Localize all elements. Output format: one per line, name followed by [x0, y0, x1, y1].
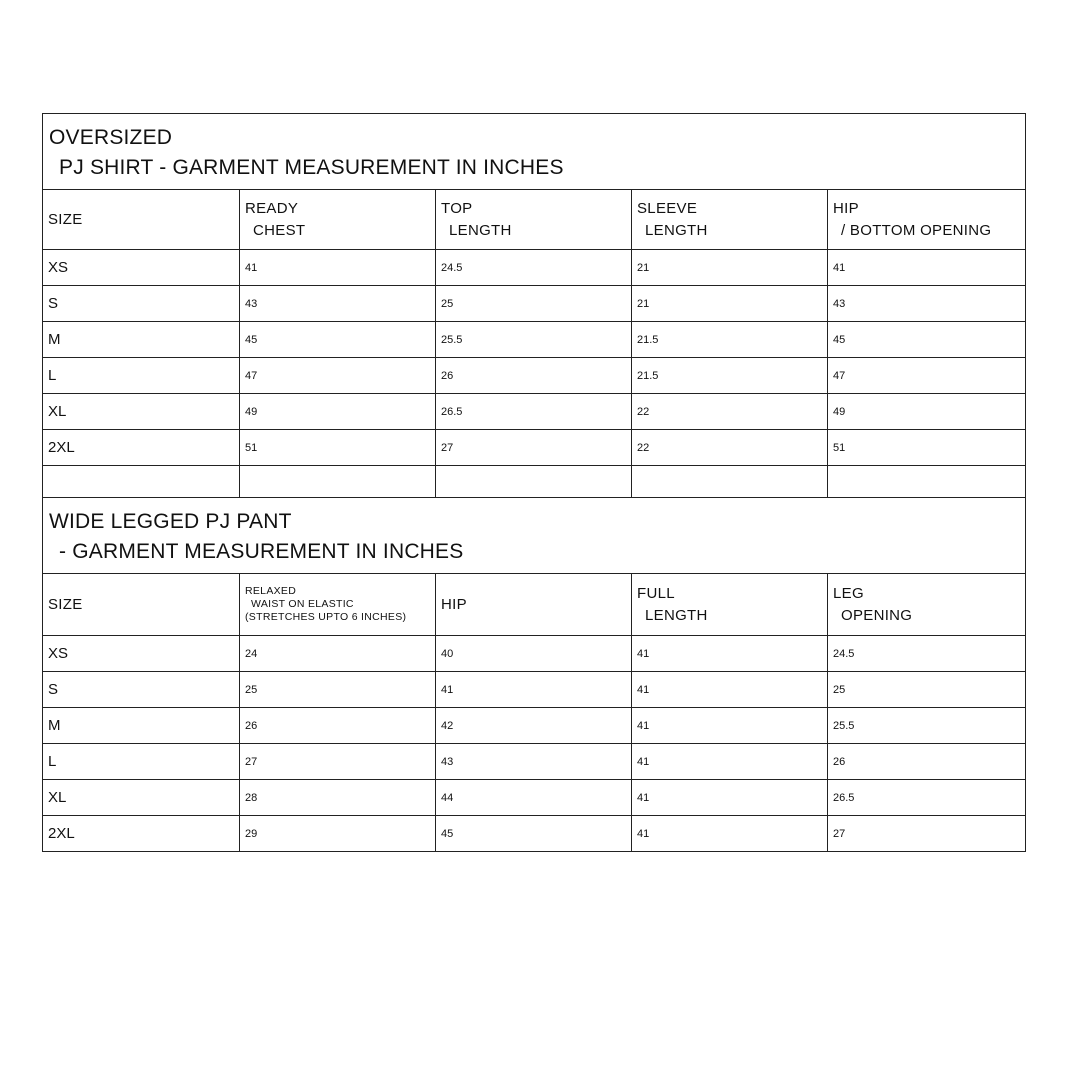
pant-value-cell: 28: [240, 780, 436, 816]
shirt-size-cell: M: [43, 322, 240, 358]
blank-cell: [828, 466, 1026, 498]
shirt-data-row: [43, 394, 1026, 430]
pant-data-row: [43, 816, 1026, 852]
pant-header-cell: [240, 574, 436, 636]
pant-title-row: [43, 498, 1026, 574]
shirt-header-line2: / BOTTOM OPENING: [841, 221, 992, 239]
pant-value-cell: 26: [240, 708, 436, 744]
pant-size-cell: XL: [43, 780, 240, 816]
shirt-value-cell: 21.5: [632, 358, 828, 394]
pant-header-cell: [828, 574, 1026, 636]
shirt-value-cell: 51: [828, 430, 1026, 466]
pant-data-row: [43, 636, 1026, 672]
pant-value-cell: 44: [436, 780, 632, 816]
pant-value-cell: 27: [828, 816, 1026, 852]
shirt-size-cell: L: [43, 358, 240, 394]
blank-cell: [436, 466, 632, 498]
shirt-value-cell: 22: [632, 394, 828, 430]
shirt-value-cell: 26: [436, 358, 632, 394]
pant-data-row: [43, 708, 1026, 744]
pant-header-cell: [43, 574, 240, 636]
shirt-title-line1: OVERSIZED: [49, 125, 173, 149]
pant-title-line1: WIDE LEGGED PJ PANT: [49, 509, 292, 533]
shirt-header-line2: CHEST: [253, 221, 306, 239]
pant-header-line1: LEG: [833, 584, 864, 602]
shirt-header-line2: LENGTH: [645, 221, 708, 239]
shirt-header-line2: LENGTH: [449, 221, 512, 239]
pant-value-cell: 26.5: [828, 780, 1026, 816]
shirt-data-row: [43, 250, 1026, 286]
pant-header-line1: FULL: [637, 584, 675, 602]
pant-data-row: [43, 672, 1026, 708]
blank-separator-row: [43, 466, 1026, 498]
pant-size-cell: 2XL: [43, 816, 240, 852]
pant-header-line3: (STRETCHES UPTO 6 INCHES): [245, 611, 407, 623]
pant-size-cell: XS: [43, 636, 240, 672]
pant-value-cell: 42: [436, 708, 632, 744]
shirt-value-cell: 21: [632, 250, 828, 286]
pant-value-cell: 27: [240, 744, 436, 780]
pant-value-cell: 41: [632, 672, 828, 708]
pant-value-cell: 43: [436, 744, 632, 780]
pant-header-line2: OPENING: [841, 606, 913, 624]
pant-header-line2: WAIST ON ELASTIC: [251, 598, 354, 610]
pant-header-line2: LENGTH: [645, 606, 708, 624]
shirt-header-cell: [632, 190, 828, 250]
shirt-value-cell: 25.5: [436, 322, 632, 358]
shirt-data-row: [43, 322, 1026, 358]
shirt-value-cell: 26.5: [436, 394, 632, 430]
shirt-value-cell: 25: [436, 286, 632, 322]
shirt-header-line1: SIZE: [48, 210, 83, 228]
shirt-value-cell: 43: [828, 286, 1026, 322]
pant-size-cell: L: [43, 744, 240, 780]
shirt-header-line1: HIP: [833, 199, 859, 217]
pant-value-cell: 41: [632, 744, 828, 780]
pant-size-cell: M: [43, 708, 240, 744]
pant-value-cell: 41: [436, 672, 632, 708]
blank-cell: [43, 466, 240, 498]
shirt-value-cell: 41: [828, 250, 1026, 286]
shirt-data-row: [43, 358, 1026, 394]
shirt-value-cell: 43: [240, 286, 436, 322]
pant-value-cell: 24.5: [828, 636, 1026, 672]
shirt-data-row: [43, 430, 1026, 466]
shirt-title-line2: PJ SHIRT - GARMENT MEASUREMENT IN INCHES: [59, 155, 564, 179]
shirt-data-row: [43, 286, 1026, 322]
shirt-header-line1: TOP: [441, 199, 473, 217]
shirt-header-cell: [436, 190, 632, 250]
pant-value-cell: 41: [632, 708, 828, 744]
shirt-header-line1: READY: [245, 199, 299, 217]
pant-value-cell: 25.5: [828, 708, 1026, 744]
shirt-value-cell: 21: [632, 286, 828, 322]
size-chart: [42, 113, 1025, 852]
pant-value-cell: 45: [436, 816, 632, 852]
pant-value-cell: 24: [240, 636, 436, 672]
pant-value-cell: 41: [632, 780, 828, 816]
pant-header-line1: RELAXED: [245, 585, 297, 597]
shirt-header-row: [43, 190, 1026, 250]
pant-data-row: [43, 780, 1026, 816]
shirt-value-cell: 41: [240, 250, 436, 286]
shirt-size-cell: S: [43, 286, 240, 322]
shirt-title-row: [43, 114, 1026, 190]
pant-value-cell: 25: [828, 672, 1026, 708]
pant-value-cell: 25: [240, 672, 436, 708]
shirt-size-cell: XS: [43, 250, 240, 286]
shirt-value-cell: 27: [436, 430, 632, 466]
shirt-title: [43, 114, 1026, 190]
shirt-size-cell: 2XL: [43, 430, 240, 466]
shirt-header-line1: SLEEVE: [637, 199, 698, 217]
shirt-header-cell: [828, 190, 1026, 250]
shirt-header-cell: [43, 190, 240, 250]
pant-value-cell: 41: [632, 816, 828, 852]
shirt-size-cell: XL: [43, 394, 240, 430]
pant-size-cell: S: [43, 672, 240, 708]
pant-value-cell: 40: [436, 636, 632, 672]
shirt-value-cell: 45: [828, 322, 1026, 358]
pant-value-cell: 41: [632, 636, 828, 672]
pant-value-cell: 26: [828, 744, 1026, 780]
pant-header-row: [43, 574, 1026, 636]
shirt-value-cell: 24.5: [436, 250, 632, 286]
shirt-value-cell: 21.5: [632, 322, 828, 358]
pant-header-line1: SIZE: [48, 595, 83, 613]
shirt-value-cell: 47: [828, 358, 1026, 394]
measurement-table: [42, 113, 1026, 852]
pant-header-line1: HIP: [441, 595, 467, 613]
pant-header-cell: [436, 574, 632, 636]
shirt-value-cell: 47: [240, 358, 436, 394]
pant-data-row: [43, 744, 1026, 780]
blank-cell: [240, 466, 436, 498]
blank-cell: [632, 466, 828, 498]
pant-header-cell: [632, 574, 828, 636]
shirt-value-cell: 51: [240, 430, 436, 466]
shirt-value-cell: 45: [240, 322, 436, 358]
pant-title-line2: - GARMENT MEASUREMENT IN INCHES: [59, 539, 464, 563]
pant-value-cell: 29: [240, 816, 436, 852]
pant-title: [43, 498, 1026, 574]
shirt-value-cell: 49: [240, 394, 436, 430]
shirt-header-cell: [240, 190, 436, 250]
shirt-value-cell: 49: [828, 394, 1026, 430]
shirt-value-cell: 22: [632, 430, 828, 466]
